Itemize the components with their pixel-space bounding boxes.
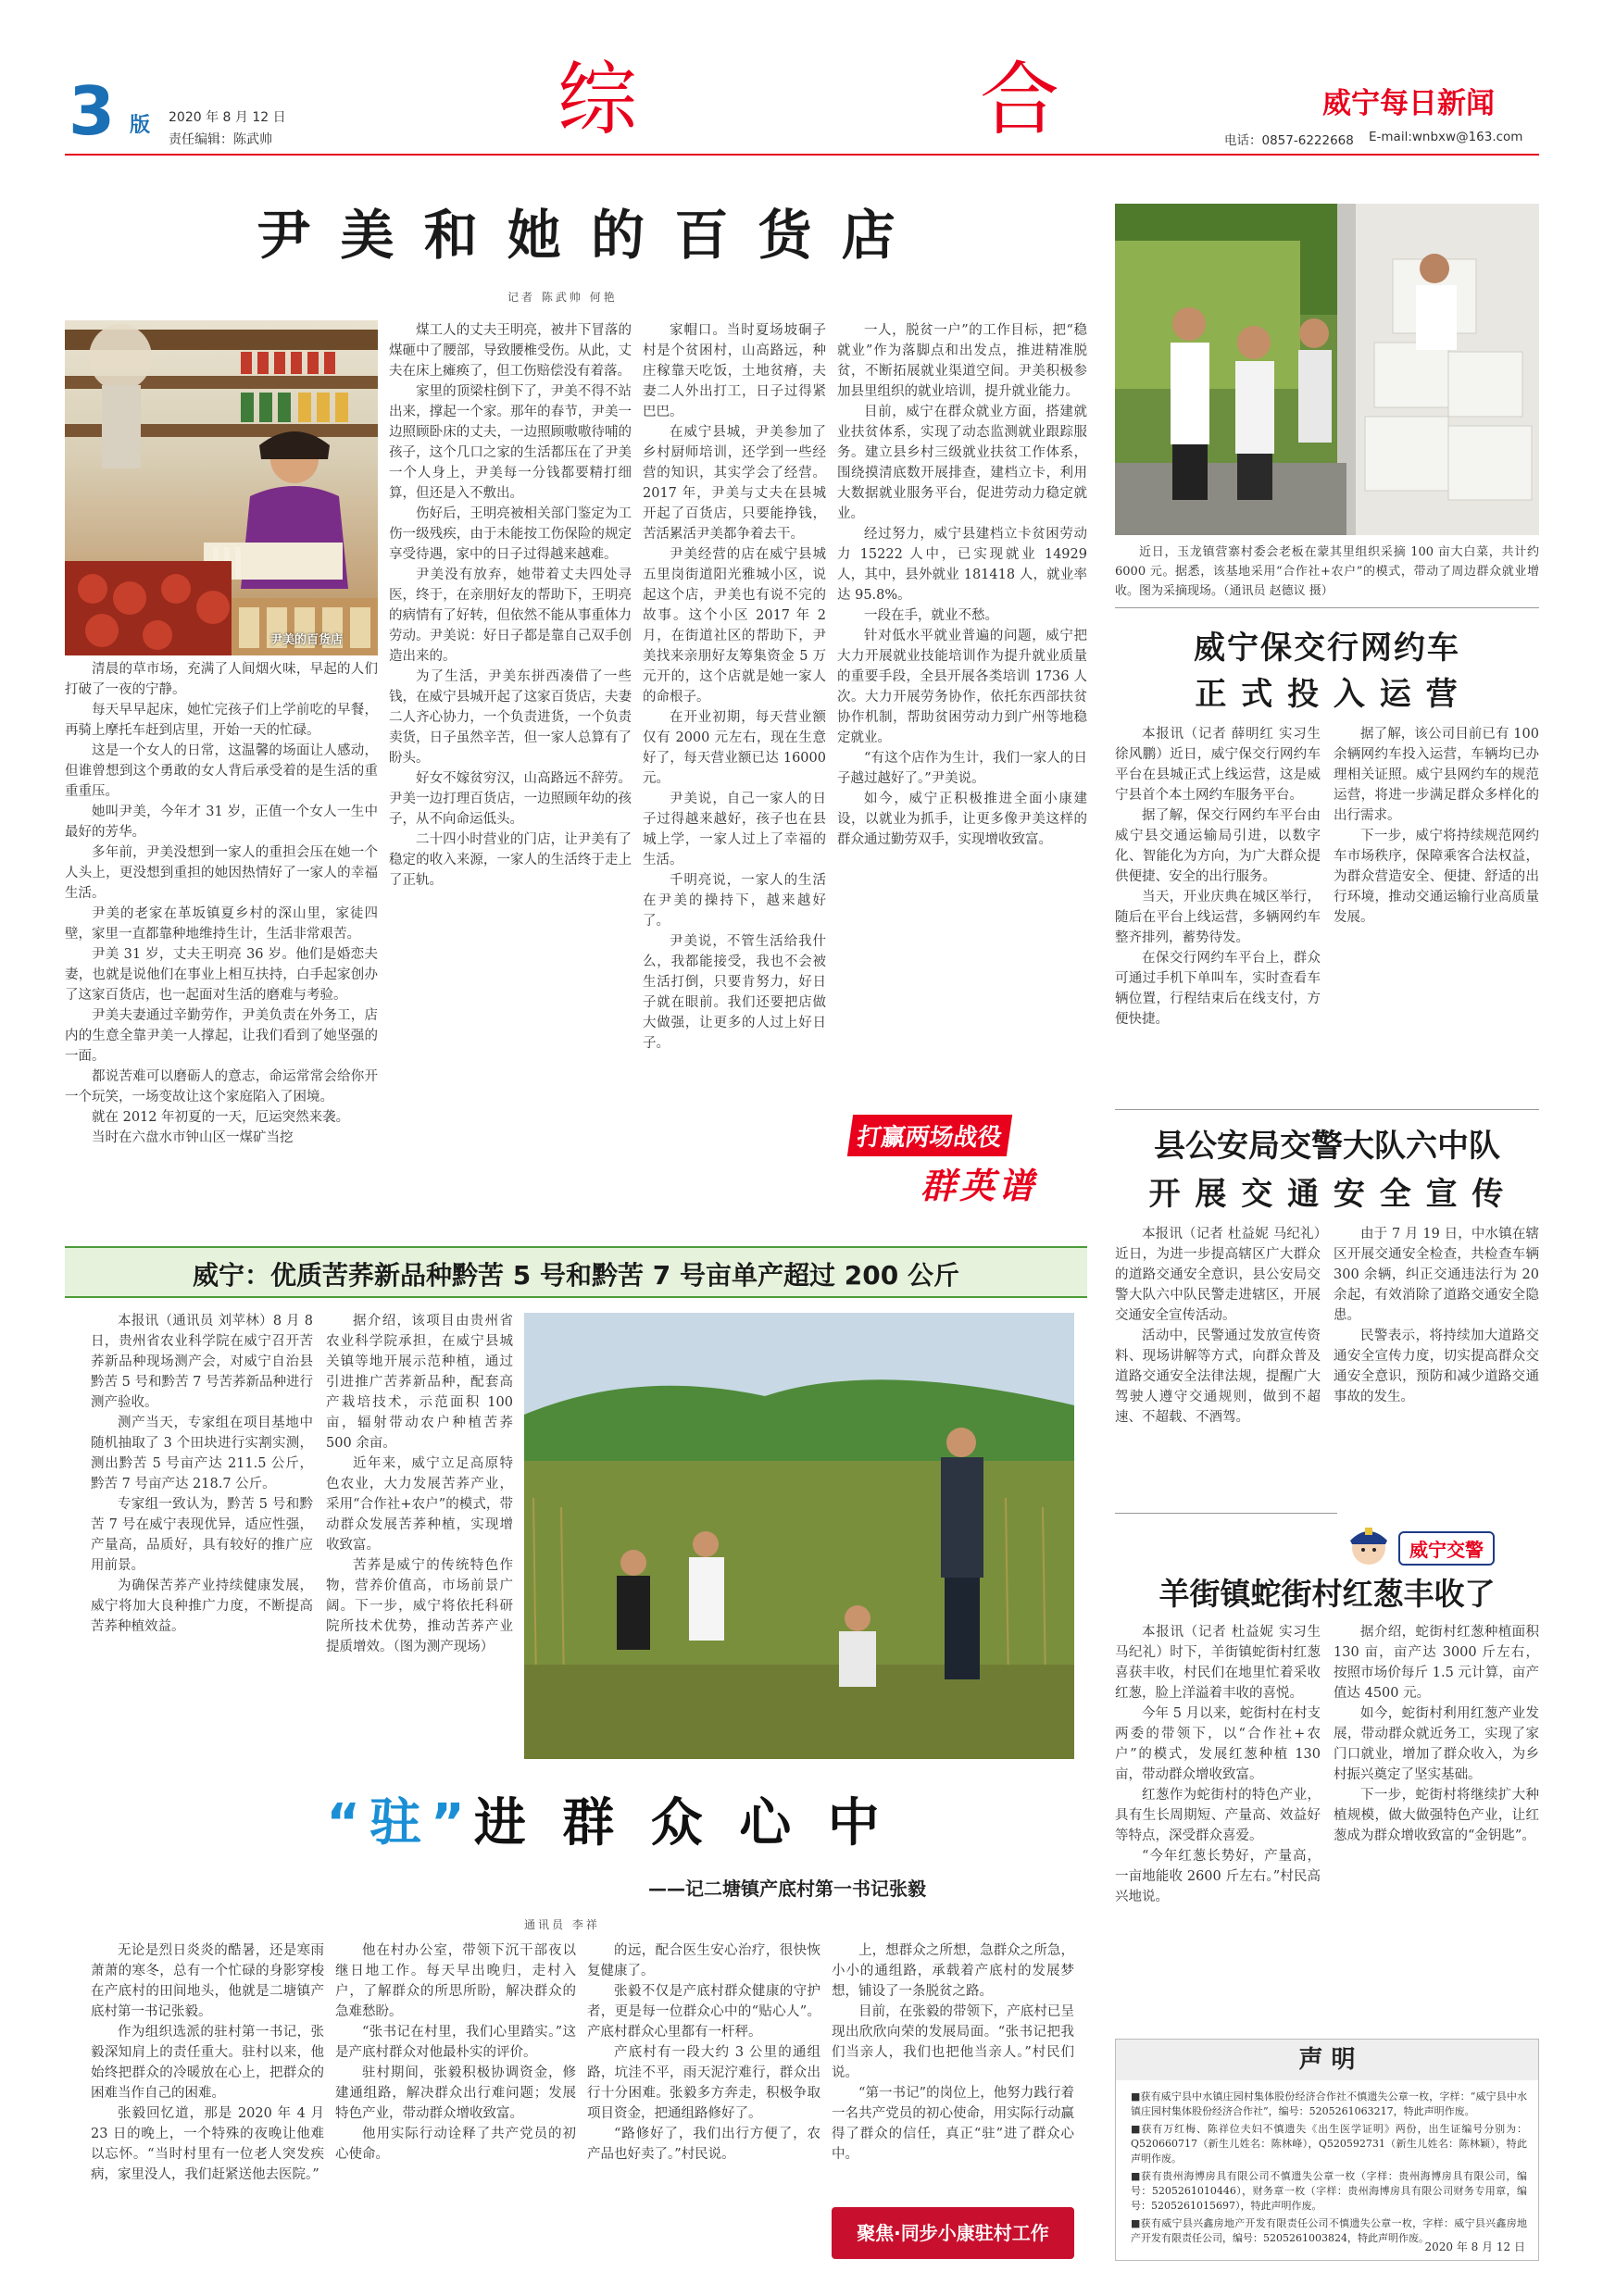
article-col-2 [326,1311,513,1765]
paragraph: 在开业初期，每天营业额仅有 2000 元左右，现在生意好了，每天营业额已达 16000 元。 [643,710,826,786]
paragraph: 无论是烈日炎炎的酷暑，还是寒雨萧萧的寒冬，总有一个忙碌的身影穿梭在产底村的田间地头，他就是二塘镇产底村第一书记张毅。 [91,1943,324,2019]
article-col-3 [643,320,826,1242]
paragraph: “有这个店作为生计，我们一家人的日子越过越好了。”尹美说。 [837,751,1087,786]
notice-list [1131,2090,1527,2246]
editor-credit: 责任编辑：陈武帅 [169,132,272,147]
masthead-rule [65,154,1539,156]
email: E-mail:wnbxw@163.com [1369,130,1523,144]
section-title-left: 综 [557,54,637,146]
paragraph: 家帽口。当时夏场坡硐子村是个贫困村，山高路远，种庄稼靠天吃饭，土地贫瘠，夫妻二人外出打工，日子过得紧巴巴。 [643,323,826,419]
paragraph: 目前，威宁在群众就业方面，搭建就业扶贫体系，实现了动态监测就业跟踪服务。建立县乡村三级就业扶贫工作体系，围绕摸清底数开展排查，建档立卡，利用大数据就业服务平台，促进劳动力稳定就业。 [837,405,1087,521]
harvest-photo-caption: 近日，玉龙镇营寨村委会老板在蒙其里组织采摘 100 亩大白菜，共计约 6000 元。据悉，该基地采用“合作社+农户”的模式，带动了周边群众就业增收。图为采摘现场。（通讯员 赵德议 摄） [1115,545,1539,598]
article-col-1 [1115,724,1321,1105]
paragraph: 二十四小时营业的门店，让尹美有了稳定的收入来源，一家人的生活终于走上了正轨。 [389,832,632,888]
article-col-2 [389,320,632,1242]
feature-banner-text: 聚焦·同步小康驻村工作 [857,2222,1049,2244]
paragraph: 尹美经营的店在威宁县城五里岗街道阳光雅城小区，说起这个店，尹美也有说不完的故事。这个小区 2017 年 2 月，在街道社区的帮助下，尹美找来亲朋好友筹集资金 5 万元开的，这个店就是她一家人的命根子。 [643,547,826,705]
phone: 电话：0857-6222668 [1224,133,1354,148]
feature-title-quote: “驻” [326,1793,474,1853]
paragraph: 伤好后，王明亮被相关部门鉴定为工伤一级残疾，由于未能按工伤保险的规定享受待遇，家中的日子过得越来越难。 [389,506,632,562]
paragraph: 目前，在张毅的带领下，产底村已呈现出欣欣向荣的发展局面。“张书记把我们当亲人，我们也把他当亲人。”村民们说。 [832,2004,1074,2080]
article-col-2 [1334,1622,1539,2020]
paragraph: 当时在六盘水市钟山区一煤矿当挖 [92,1130,294,1145]
paragraph: 张毅回忆道，那是 2020 年 4 月 23 日的晚上，一个特殊的夜晚让他难以忘怀。“当时村里有一位老人突发疾病，家里没人，我们赶紧送他去医院。” [91,2106,324,2182]
paragraph: “今年红葱长势好，产量高，一亩地能收 2600 斤左右。”村民高兴地说。 [1115,1849,1321,1904]
feature-title [182,1787,1033,1861]
paragraph: 一人，脱贫一户”的工作目标，把“稳就业”作为落脚点和出发点，推进精准脱贫，不断拓展就业渠道空间。尹美积极参加县里组织的就业培训，提升就业能力。 [837,323,1087,399]
feature-byline: 通讯员 李祥 [524,1918,600,1931]
paragraph: 近年来，威宁立足高原特色农业，大力发展苦荞产业，采用“合作社+农户”的模式，带动群众发展苦荞种植，实现增收致富。 [326,1456,513,1553]
paragraph: 今年 5 月以来，蛇街村在村支两委的带领下，以“合作社+农户”的模式，发展红葱种植 130 亩，带动群众增收致富。 [1115,1706,1321,1782]
paragraph: 尹美说，不管生活给我什么，我都能接受，我也不会被生活打倒，只要肯努力，好日子就在眼前。我们还要把店做大做强，让更多的人过上好日子。 [643,934,826,1051]
harvest-photo [1115,204,1539,535]
paragraph: 由于 7 月 19 日，中水镇在辖区开展交通安全检查，共检查车辆 300 余辆，纠正交通违法行为 20 余起，有效消除了道路交通安全隐患。 [1334,1227,1539,1323]
article-col-1 [1115,1622,1321,2020]
notice-box [1115,2039,1539,2261]
paragraph: 上，想群众之所想，急群众之所急，小小的通组路，承载着产底村的发展梦想，铺设了一条脱贫之路。 [832,1943,1074,1999]
series-banner-line2: 群英谱 [920,1165,1038,1206]
police-cartoon-icon [1341,1520,1396,1568]
issue-date: 2020 年 8 月 12 日 [169,110,286,125]
feature-banner [832,2207,1074,2259]
paragraph: 在威宁县城，尹美参加了乡村厨师培训，还学到一些经营的知识，其实学会了经营。2017 年，尹美与丈夫在县城开起了百货店，只要能挣钱，苦活累活尹美都争着去干。 [643,425,826,542]
article-title: 正 式 投 入 运 营 [1195,676,1459,713]
paragraph: 据介绍，蛇街村红葱种植面积 130 亩，亩产达 3000 斤左右，按照市场价每斤 1.5 元计算，亩产值达 4500 元。 [1334,1625,1539,1701]
article-col-4 [832,1940,1074,2192]
photo-caption: 尹美的百货店 [270,633,344,647]
paragraph: 张毅不仅是产底村群众健康的守护者，更是每一位群众心中的“贴心人”。产底村群众心里都有一杆秤。 [587,1984,820,2040]
notice-date: 2020 年 8 月 12 日 [1424,2240,1525,2253]
paragraph: 本报讯（记者 杜益妮 实习生 马纪礼）时下，羊街镇蛇街村红葱喜获丰收，村民们在地里忙着采收红葱，脸上洋溢着丰收的喜悦。 [1115,1625,1321,1701]
traffic-police-badge: 威宁交警 [1398,1531,1495,1566]
paragraph: 清晨的草市场，充满了人间烟火味，早起的人们打破了一夜的宁静。 [65,662,378,697]
paragraph: 他用实际行动诠释了共产党员的初心使命。 [335,2127,576,2162]
paragraph: 一段在手，就业不愁。 [864,608,998,623]
article-col-3 [587,1940,820,2266]
paragraph: 本报讯（记者 薛明红 实习生 徐风鹏）近日，威宁保交行网约车平台在县城正式上线运营，这是威宁县首个本土网约车服务平台。 [1115,727,1321,803]
paragraph: 就在 2012 年初夏的一天，厄运突然来袭。 [92,1110,350,1125]
paragraph: 驻村期间，张毅积极协调资金，修建通组路，解决群众出行难问题；发展特色产业，带动群众增收致富。 [335,2065,576,2121]
article-col-1 [1115,1224,1321,1511]
paragraph: 他在村办公室，带领下沉干部夜以继日地工作。每天早出晚归，走村入户，了解群众的所思所盼，解决群众的急难愁盼。 [335,1943,576,2019]
article-title: 开 展 交 通 安 全 宣 传 [1148,1176,1506,1213]
paragraph: 苦荞是威宁的传统特色作物，营养价值高，市场前景广阔。下一步，威宁将依托科研院所技术优势，推动苦荞产业提质增效。（图为测产现场） [326,1558,513,1654]
paragraph: 的远，配合医生安心治疗，很快恢复健康了。 [587,1943,820,1978]
paragraph: 本报讯（通讯员 刘苹林）8 月 8 日，贵州省农业科学院在威宁召开苦荞新品种现场测产会，对威宁自治县黔苦 5 号和黔苦 7 号苦荞新品种进行测产验收。 [91,1314,313,1410]
paragraph: “第一书记”的岗位上，他努力践行着一名共产党员的初心使命，用实际行动赢得了群众的信任，真正“驻”进了群众心中。 [832,2086,1074,2162]
paragraph: 尹美 31 岁，丈夫王明亮 36 岁。他们是婚恋夫妻，也就是说他们在事业上相互扶持，白手起家创办了这家百货店，也一起面对生活的磨难与考验。 [65,947,378,1003]
paragraph: 煤工人的丈夫王明亮，被井下冒落的煤砸中了腰部，导致腰椎受伤。从此，丈夫在床上瘫痪了，但工伤赔偿没有着落。 [389,323,632,379]
paragraph: 作为组织选派的驻村第一书记，张毅深知肩上的责任重大。驻村以来，他始终把群众的冷暖放在心上，把群众的困难当作自己的困难。 [91,2025,324,2101]
paragraph: 本报讯（记者 杜益妮 马纪礼）近日，为进一步提高辖区广大群众的道路交通安全意识，县公安局交警大队六中队民警走进辖区，开展交通安全宣传活动。 [1115,1227,1321,1323]
paragraph: 家里的顶梁柱倒下了，尹美不得不站出来，撑起一个家。那年的春节，尹美一边照顾卧床的丈夫，一边照顾嗷嗷待哺的孩子，这个几口之家的生活都压在了尹美一个人身上，尹美每一分钱都要精打细算，但还是入不敷出。 [389,384,632,501]
paragraph: 这是一个女人的日常，这温馨的场面让人感动，但谁曾想到这个勇敢的女人背后承受着的是生活的重重重压。 [65,743,378,799]
paragraph: 经过努力，威宁县建档立卡贫困劳动力 15222 人中，已实现就业 14929 人，其中，县外就业 181418 人，就业率达 95.8%。 [837,527,1087,603]
article-title: 县公安局交警大队六中队 [1154,1128,1500,1165]
article-title: 羊街镇蛇街村红葱丰收了 [1158,1576,1496,1612]
paragraph: 活动中，民警通过发放宣传资料、现场讲解等方式，向群众普及道路交通安全法律法规，提醒广大驾驶人遵守交通规则，做到不超速、不超载、不酒驾。 [1115,1329,1321,1425]
paragraph: 好女不嫁贫穷汉，山高路远不辞劳。尹美一边打理百货店，一边照顾年幼的孩子，从不向命运低头。 [389,771,632,827]
paragraph: 为了生活，尹美东拼西凑借了一些钱，在威宁县城开起了这家百货店，夫妻二人齐心协力，一个负责进货，一个负责卖货，日子虽然辛苦，但一家人总算有了盼头。 [389,669,632,766]
paragraph: 红葱作为蛇街村的特色产业，具有生长周期短、产量高、效益好等特点，深受群众喜爱。 [1115,1788,1321,1843]
paragraph: 都说苦难可以磨砺人的意志，命运常常会给你开一个玩笑，一场变故让这个家庭陷入了困境。 [65,1069,378,1104]
article-byline: 记者 陈武帅 何艳 [507,291,618,304]
section-divider [1115,1513,1337,1514]
paragraph: 尹美的老家在革坂镇夏乡村的深山里，家徒四壁，家里一直都靠种地维持生计，生活非常艰苦。 [65,906,378,942]
article-title: 威宁：优质苦荞新品种黔苦 5 号和黔苦 7 号亩单产超过 200 公斤 [193,1260,959,1291]
notice-title: 声 明 [1116,2040,1538,2080]
notice-item: ■获有贵州海博房具有限公司不慎遗失公章一枚（字样：贵州海博房具有限公司，编号：5205261010446），财务章一枚（字样：贵州海博房具有限公司财务专用章，编号：5205261015697），特此声明作废。 [1131,2170,1527,2212]
article-col-2 [1334,1224,1539,1520]
paragraph: 尹美说，自己一家人的日子过得越来越好，孩子也在县城上学，一家人过上了幸福的生活。 [643,792,826,867]
section-divider [1115,1109,1539,1110]
paragraph: “路修好了，我们出行方便了，农产品也好卖了。”村民说。 [587,2127,820,2162]
paragraph: 千明亮说，一家人的生活在尹美的操持下，越来越好了。 [643,873,826,929]
store-photo [65,320,378,655]
article-col-1 [91,1311,313,1765]
page-number: 3 [69,72,116,150]
article-col-2 [1334,724,1539,1105]
feature-title-rest: 进 群 众 心 中 [473,1793,889,1853]
paragraph: 测产当天，专家组在项目基地中随机抽取了 3 个田块进行实割实测，测出黔苦 5 号亩产达 211.5 公斤，黔苦 7 号亩产达 218.7 公斤。 [91,1416,313,1491]
feature-subtitle: ——记二塘镇产底村第一书记张毅 [648,1878,926,1900]
article-col-2 [335,1940,576,2266]
page-unit: 版 [130,114,151,137]
paper-name: 威宁每日新闻 [1322,87,1495,120]
traffic-police-logo [1341,1520,1539,1568]
paragraph: 民警表示，将持续加大道路交通安全宣传力度，切实提高群众交通安全意识，预防和减少道路交通事故的发生。 [1334,1329,1539,1404]
paragraph: 为确保苦荞产业持续健康发展，威宁将加大良种推广力度，不断提高苦荞种植效益。 [91,1578,313,1634]
article-col-1 [65,659,378,1242]
article-col-4 [837,320,1087,1117]
section-title-right: 合 [980,54,1059,146]
field-photo [524,1313,1074,1759]
paragraph: 每天早早起床，她忙完孩子们上学前吃的早餐，再骑上摩托车赶到店里，开始一天的忙碌。 [65,703,378,738]
notice-item: ■获有万红梅、陈祥位夫妇不慎遗失《出生医学证明》两份，出生证编号分别为：Q520660717（新生儿姓名：陈林峰），Q520592731（新生儿姓名：陈林颖），特此声明作废。 [1131,2123,1527,2165]
paragraph: 她叫尹美，今年才 31 岁，正值一个女人一生中最好的芳华。 [65,805,378,840]
article-col-1 [91,1940,324,2266]
paragraph: 在保交行网约车平台上，群众可通过手机下单叫车，实时查看车辆位置，行程结束后在线支付，方便快捷。 [1115,951,1321,1027]
article-title: 尹 美 和 她 的 百 货 店 [257,204,901,267]
paragraph: 下一步，威宁将持续规范网约车市场秩序，保障乘客合法权益，为群众营造安全、便捷、舒适的出行环境，推动交通运输行业高质量发展。 [1334,829,1539,925]
notice-item: ■获有威宁县兴鑫房地产开发有限责任公司不慎遗失公章一枚，字样：威宁县兴鑫房地产开发有限责任公司，编号：5205261003824，特此声明作废。 [1131,2217,1527,2244]
paragraph: 如今，威宁正积极推进全面小康建设，以就业为抓手，让更多像尹美这样的群众通过勤劳双手，实现增收致富。 [837,792,1087,847]
article-title: 威宁保交行网约车 [1194,630,1460,667]
paragraph: 据了解，保交行网约车平台由威宁县交通运输局引进，以数字化、智能化为方向，为广大群众提供便捷、安全的出行服务。 [1115,808,1321,884]
paragraph: “张书记在村里，我们心里踏实。”这是产底村群众对他最朴实的评价。 [335,2025,576,2060]
series-banner-line1: 打赢两场战役 [847,1115,1012,1156]
paragraph: 多年前，尹美没想到一家人的重担会压在她一个人头上，更没想到重担的她因热情好了一家人的幸福生活。 [65,845,378,901]
series-banner [837,1111,1087,1204]
paragraph: 据了解，该公司目前已有 100 余辆网约车投入运营，车辆均已办理相关证照。威宁县网约车的规范运营，将进一步满足群众多样化的出行需求。 [1334,727,1539,823]
paragraph: 尹美夫妻通过辛勤劳作，尹美负责在外务工，店内的生意全靠尹美一人撑起，让我们看到了她坚强的一面。 [65,1008,378,1064]
paragraph: 据介绍，该项目由贵州省农业科学院承担，在威宁县城关镇等地开展示范种植，通过引进推广苦荞新品种，配套高产栽培技术，示范面积 100 亩，辐射带动农户种植苦荞 500 余亩。 [326,1314,513,1451]
paragraph: 如今，蛇街村利用红葱产业发展，带动群众就近务工，实现了家门口就业，增加了群众收入，为乡村振兴奠定了坚实基础。 [1334,1706,1539,1782]
paragraph: 尹美没有放弃，她带着丈夫四处寻医，终于，在亲朋好友的帮助下，王明亮的病情有了好转，但依然不能从事重体力劳动。尹美说：好日子都是靠自己双手创造出来的。 [389,568,632,664]
paragraph: 当天，开业庆典在城区举行，随后在平台上线运营，多辆网约车整齐排列，蓄势待发。 [1115,890,1321,945]
paragraph: 产底村有一段大约 3 公里的通组路，坑洼不平，雨天泥泞难行，群众出行十分困难。张毅多方奔走，积极争取项目资金，把通组路修好了。 [587,2045,820,2121]
paragraph: 针对低水平就业普遍的问题，威宁把大力开展就业技能培训作为提升就业质量的重要手段，全县开展各类培训 1736 人次。大力开展劳务协作，依托东西部扶贫协作机制，帮助贫困劳动力到广州等地稳定就业。 [837,629,1087,745]
paragraph: 下一步，蛇街村将继续扩大种植规模，做大做强特色产业，让红葱成为群众增收致富的“金钥匙”。 [1334,1788,1539,1843]
section-divider [1115,607,1539,608]
paragraph: 专家组一致认为，黔苦 5 号和黔苦 7 号在威宁表现优异，适应性强，产量高，品质好，具有较好的推广应用前景。 [91,1497,313,1573]
notice-item: ■获有威宁县中水镇庄园村集体股份经济合作社不慎遗失公章一枚，字样：“威宁县中水镇庄园村集体股份经济合作社”，编号：5205261063217，特此声明作废。 [1131,2090,1527,2117]
